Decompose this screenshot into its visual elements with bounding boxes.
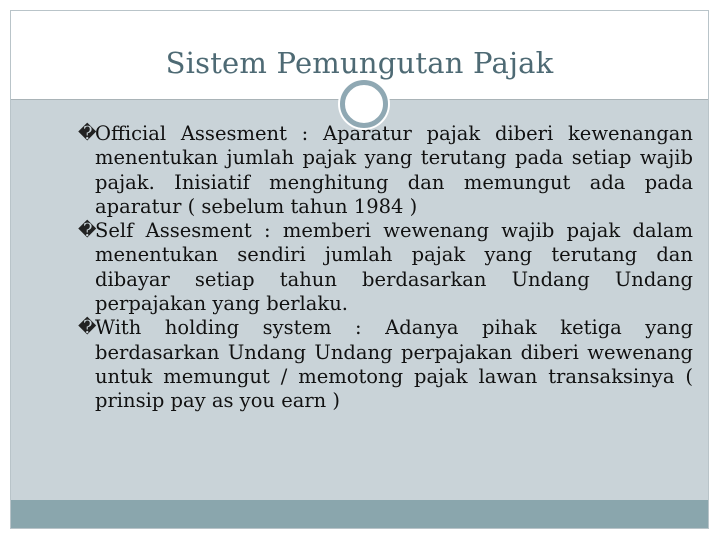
bullet-item [78, 122, 693, 219]
bullet-marker-icon: � [78, 220, 97, 242]
bullet-text: With holding system : Adanya pihak ketiga yang berdasarkan Undang Undang perpajakan diberi wewenang untuk memungut / memotong pajak lawan transaksinya ( prinsip pay as you earn ) [95, 316, 693, 413]
bullet-item [78, 316, 693, 413]
bullet-text: Self Assesment : memberi wewenang wajib pajak dalam menentukan sendiri jumlah pajak yang terutang dan dibayar setiap tahun berdasarkan Undang Undang perpajakan yang berlaku. [95, 219, 693, 316]
bullet-list [78, 122, 693, 414]
bullet-marker-icon: � [78, 123, 97, 144]
bullet-item [78, 219, 693, 316]
slide-title: Sistem Pemungutan Pajak [165, 46, 554, 80]
bottom-bar [11, 500, 708, 528]
circle-ornament-icon [340, 80, 388, 128]
bullet-text: Official Assesment : Aparatur pajak diberi kewenangan menentukan jumlah pajak yang terutang pada setiap wajib pajak. Inisiatif menghitung dan memungut ada pada aparatur ( sebelum tahun 1984 ) [95, 122, 693, 218]
bullet-marker-icon: � [78, 317, 97, 339]
